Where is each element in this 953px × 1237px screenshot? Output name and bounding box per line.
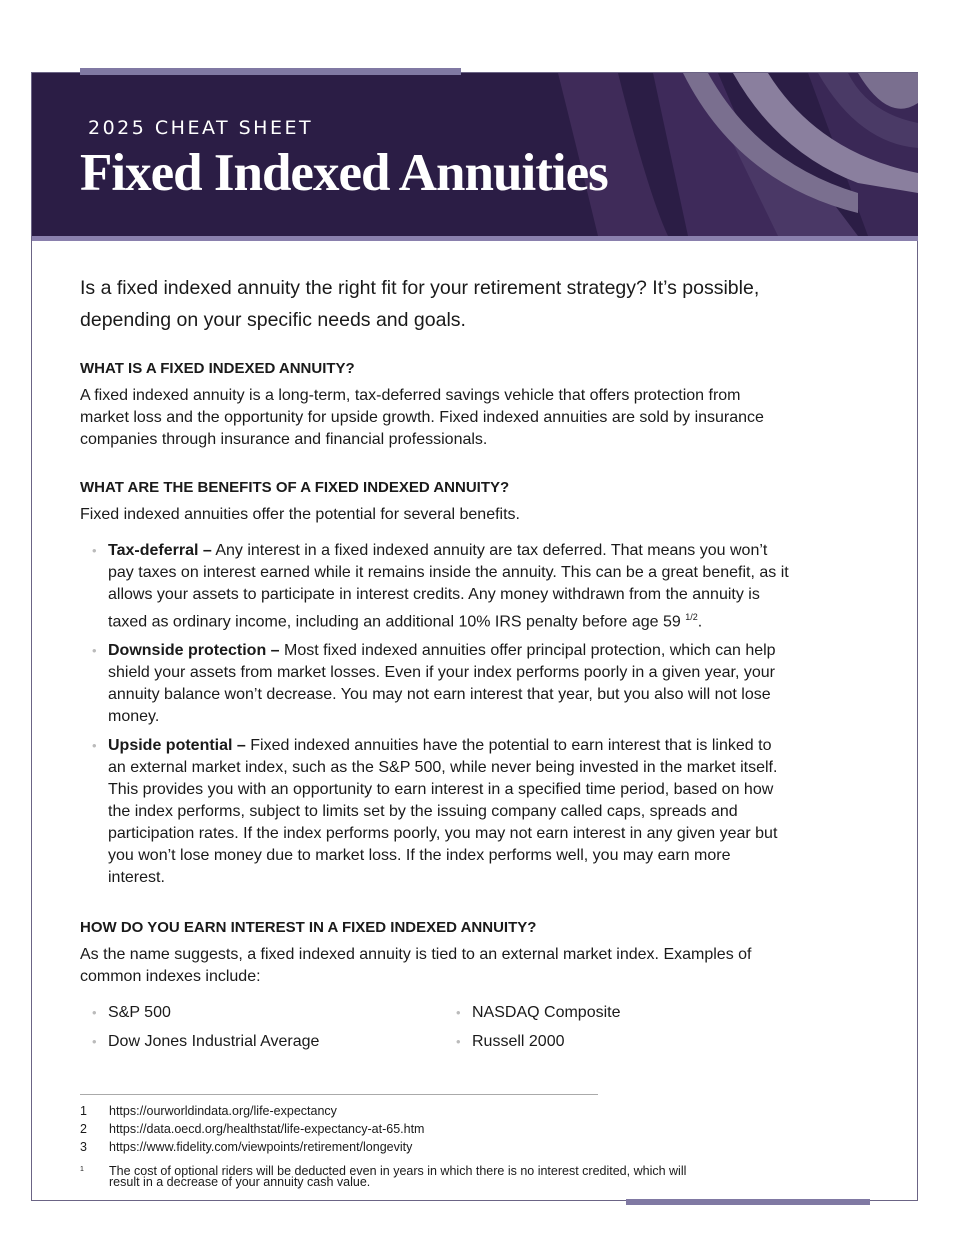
section-heading: WHAT ARE THE BENEFITS OF A FIXED INDEXED ANNUITY? bbox=[80, 479, 510, 496]
bullet-end: . bbox=[697, 613, 703, 631]
main-content bbox=[80, 272, 790, 1053]
section-body: Fixed indexed annuities offer the potential for several benefits. bbox=[80, 506, 520, 523]
reference-item bbox=[80, 1120, 424, 1138]
list-item bbox=[80, 735, 790, 889]
list-item bbox=[80, 540, 790, 633]
intro-text: Is a fixed indexed annuity the right fit for your retirement strategy? It’s possible, depending on your specific needs and goals. bbox=[80, 277, 760, 331]
header-divider bbox=[32, 236, 918, 241]
bullet-term: Downside protection – bbox=[108, 642, 280, 660]
reference-number: 2 bbox=[80, 1122, 87, 1136]
footnote-line: result in a decrease of your annuity cash value. bbox=[109, 1175, 371, 1189]
benefits-list bbox=[80, 540, 790, 889]
list-item bbox=[80, 640, 790, 728]
top-accent-bar bbox=[80, 68, 461, 75]
decorative-arc-graphic bbox=[558, 73, 918, 236]
list-item: • S&P 500 bbox=[80, 1002, 444, 1024]
bullet-text: Fixed indexed annuities have the potential to earn interest that is linked to an external market index, such as the S&P 500, while never being invested in the market itself. This provides you with an opportunity to earn interest in a specified time period, based on how the index performs, subject to limits set by the issuing company called caps, spreads and participation rates. If the index performs poorly, you may not earn interest in any given year but you won’t lose money due to market loss. If the index performs well, you may earn more interest. bbox=[108, 737, 778, 887]
reference-item bbox=[80, 1138, 424, 1156]
section-heading: HOW DO YOU EARN INTEREST IN A FIXED INDEXED ANNUITY? bbox=[80, 919, 537, 937]
footnote-line: The cost of optional riders will be deducted even in years in which there is no interest credited, which will bbox=[109, 1164, 687, 1178]
footnote bbox=[80, 1166, 740, 1188]
reference-url: https://www.fidelity.com/viewpoints/retirement/longevity bbox=[109, 1140, 413, 1154]
reference-item bbox=[80, 1102, 424, 1120]
section-body: As the name suggests, a fixed indexed annuity is tied to an external market index. Examples of common indexes include: bbox=[80, 946, 752, 986]
footnote-mark: 1 bbox=[80, 1166, 84, 1173]
footnote-divider bbox=[80, 1094, 598, 1095]
reference-number: 3 bbox=[80, 1140, 87, 1154]
bullet-term: Upside potential – bbox=[108, 737, 246, 755]
reference-number: 1 bbox=[80, 1104, 87, 1118]
bottom-accent-bar bbox=[626, 1199, 870, 1205]
header-kicker: 2025 CHEAT SHEET bbox=[88, 117, 314, 139]
list-item: • NASDAQ Composite bbox=[444, 1002, 744, 1024]
page-title: Fixed Indexed Annuities bbox=[80, 144, 608, 202]
bullet-text: Any interest in a fixed indexed annuity are tax deferred. That means you won’t pay taxes on interest earned while it remains inside the annuity. This can be a great benefit, as it allows your assets to participate in interest credits. Any money withdrawn from the annuity is taxed as ordinary income, including an additional 10% IRS penalty before age 59 bbox=[108, 542, 789, 631]
list-item: • Dow Jones Industrial Average bbox=[80, 1031, 444, 1053]
section-body: A fixed indexed annuity is a long-term, tax-deferred savings vehicle that offers protection from market loss and the opportunity for upside growth. Fixed indexed annuities are sold by insurance companies through insurance and financial professionals. bbox=[80, 387, 764, 448]
reference-url: https://data.oecd.org/healthstat/life-expectancy-at-65.htm bbox=[109, 1122, 425, 1136]
references bbox=[80, 1102, 424, 1156]
section-heading: WHAT IS A FIXED INDEXED ANNUITY? bbox=[80, 360, 355, 377]
superscript: 1/2 bbox=[685, 612, 698, 622]
index-list bbox=[80, 1002, 790, 1053]
bullet-text: Most fixed indexed annuities offer principal protection, which can help shield your assets from market losses. Even if your index performs poorly in a given year, your annuity balance won’t decrease. You may not earn interest that year, but you also will not lose money. bbox=[108, 642, 776, 726]
header-banner bbox=[32, 73, 918, 236]
list-item: • Russell 2000 bbox=[444, 1031, 744, 1053]
bullet-term: Tax-deferral – bbox=[108, 542, 212, 559]
reference-url: https://ourworldindata.org/life-expectancy bbox=[109, 1104, 337, 1118]
